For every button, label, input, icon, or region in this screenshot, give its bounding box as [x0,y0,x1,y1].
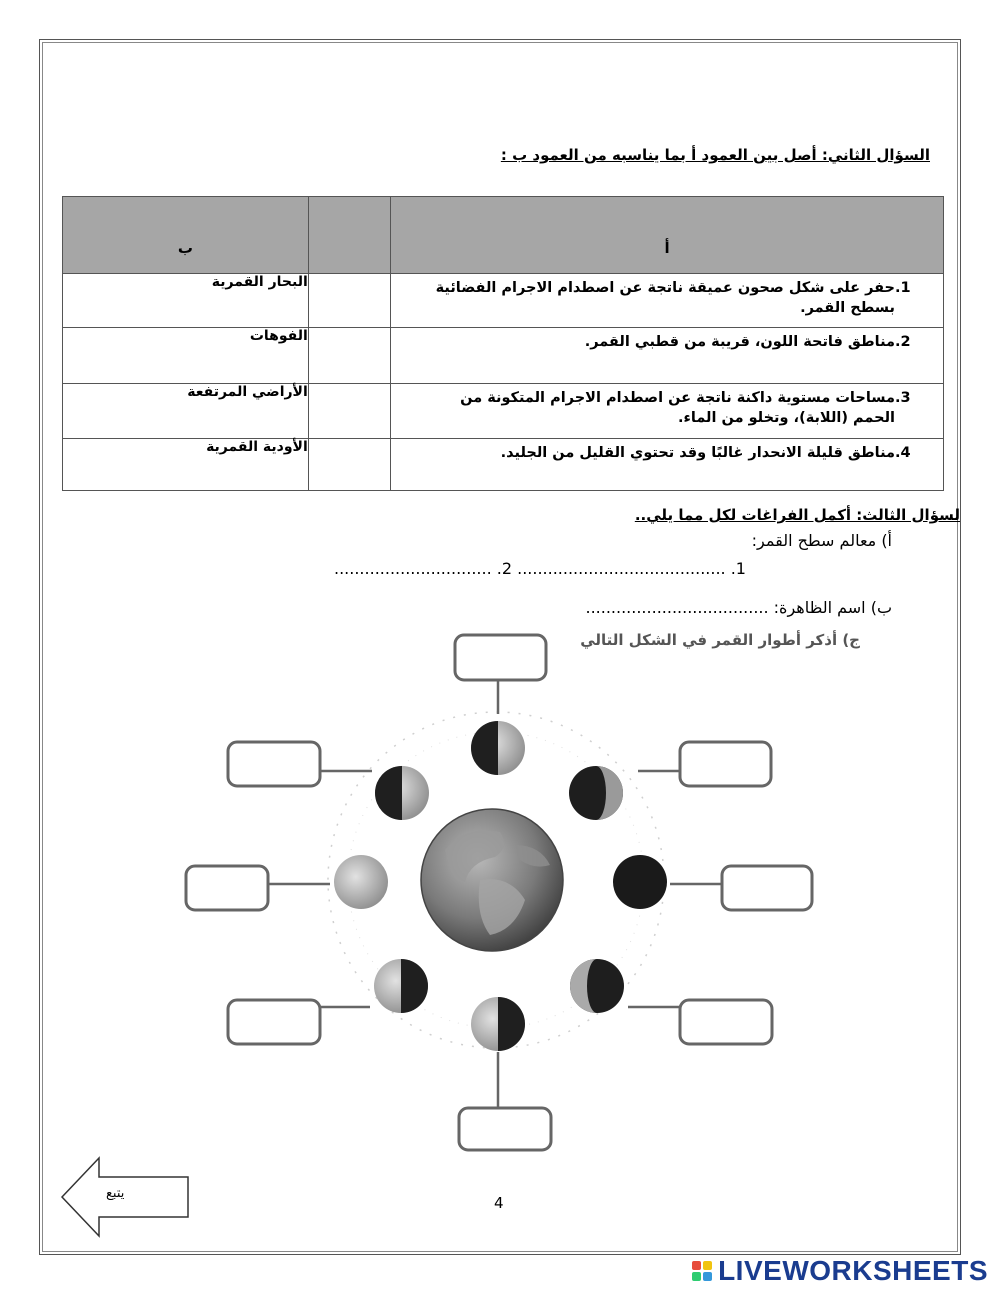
item-description: مناطق فاتحة اللون، قريبة من قطبي القمر. [584,334,895,350]
column-a-header: أ [391,197,944,274]
next-arrow-icon[interactable] [62,1158,188,1236]
item-description: حفر على شكل صحون عميقة ناتجة عن اصطدام الاجرام الفضائية بسطح القمر. [435,280,895,316]
moon-top-left [375,766,429,820]
moon-bottom-left [374,959,428,1013]
earth-image [421,809,563,951]
moon-bottom [471,997,525,1051]
part-a-blanks[interactable]: ............................... .2 ......................................... .1 [334,559,746,578]
item-number: 3. [895,390,911,406]
item-number: 1. [895,280,911,296]
column-b-term: الأراضي المرتفعة [63,384,309,439]
liveworksheets-logo [692,1255,988,1287]
part-c-label: ج) أذكر أطوار القمر في الشكل التالي [580,631,860,649]
page-number: 4 [494,1194,504,1212]
next-label[interactable]: يتبع [106,1186,125,1201]
column-b-term: الأودية القمرية [63,439,309,491]
phase-answer-box-top-left[interactable] [228,742,320,786]
moon-left [334,855,388,909]
question-2-title: السؤال الثاني: أصل بين العمود أ بما يناسبه من العمود ب : [500,146,930,164]
logo-icon [692,1261,712,1281]
item-number: 4. [895,445,911,461]
moon-bottom-right [570,959,624,1013]
phase-answer-box-top[interactable] [455,635,546,680]
phase-answer-box-right[interactable] [722,866,812,910]
phase-answer-box-left[interactable] [186,866,268,910]
moon-right [613,855,667,909]
phase-answer-box-bottom-right[interactable] [680,1000,772,1044]
column-b-term: الفوهات [63,328,309,384]
column-b-term: البحار القمرية [63,274,309,328]
item-description: مناطق قليلة الانحدار غالبًا وقد تحتوي القليل من الجليد. [500,445,895,461]
part-b-label[interactable]: ب) اسم الظاهرة: .................................... [585,598,892,617]
moon-top-right [569,766,623,820]
column-b-header: ب [63,197,309,274]
moon-top [471,721,525,775]
item-description: مساحات مستوية داكنة ناتجة عن اصطدام الاجرام المتكونة من الحمم (اللابة)، وتخلو من الماء. [460,390,895,426]
item-number: 2. [895,334,911,350]
part-a-label: أ) معالم سطح القمر: [751,531,892,550]
logo-text: LIVEWORKSHEETS [718,1255,988,1286]
phase-answer-box-top-right[interactable] [680,742,771,786]
phase-answer-box-bottom-left[interactable] [228,1000,320,1044]
question-3-title: لسؤال الثالث: أكمل الفراغات لكل مما يلي.. [634,506,960,524]
phase-answer-box-bottom[interactable] [459,1108,551,1150]
